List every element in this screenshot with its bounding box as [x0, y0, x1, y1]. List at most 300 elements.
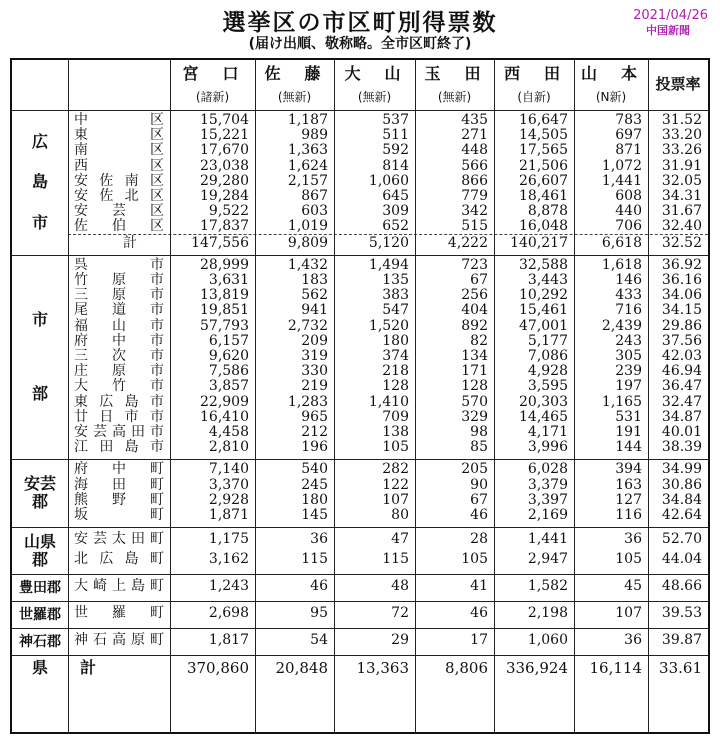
vote-count: 218 — [382, 363, 409, 380]
vote-count: 1,871 — [208, 507, 249, 523]
vote-count: 36 — [310, 531, 328, 548]
date-stamp: 2021/04/26 — [633, 8, 708, 23]
vote-count: 1,283 — [287, 393, 328, 410]
vote-count: 1,363 — [287, 142, 328, 159]
vote-count: 15,221 — [200, 127, 249, 144]
candidate-name: 宮 口 — [182, 64, 243, 83]
vote-count: 47,001 — [519, 317, 568, 334]
vote-count: 7,140 — [208, 461, 249, 478]
vote-count: 36.92 — [661, 256, 702, 273]
column-divider — [170, 60, 171, 732]
vote-count: 14,465 — [519, 408, 568, 425]
vote-count: 329 — [461, 408, 488, 425]
region-char: 島 — [31, 172, 48, 192]
vote-count: 440 — [615, 203, 642, 220]
vote-count: 82 — [470, 332, 488, 349]
vote-count: 54 — [310, 632, 328, 649]
municipality-name: 安佐北区 — [74, 188, 164, 204]
vote-count: 107 — [615, 605, 642, 622]
column-divider — [334, 60, 335, 732]
vote-count: 33.26 — [661, 142, 702, 159]
vote-count: 197 — [615, 378, 642, 395]
vote-count: 511 — [382, 127, 409, 144]
vote-count: 433 — [615, 287, 642, 304]
row-divider — [12, 655, 708, 656]
vote-count: 80 — [391, 507, 409, 523]
municipality-name: 世 羅 町 — [74, 605, 164, 622]
candidate-party: (N新) — [595, 90, 627, 104]
vote-count: 271 — [461, 127, 488, 144]
vote-count: 866 — [461, 172, 488, 189]
municipality-name: 大竹市 — [74, 378, 164, 395]
vote-count: 46 — [470, 605, 488, 622]
vote-count: 105 — [615, 551, 642, 568]
column-divider — [68, 60, 69, 732]
vote-count: 122 — [382, 476, 409, 493]
vote-count: 9,620 — [208, 348, 249, 364]
vote-count: 9,809 — [287, 234, 328, 251]
vote-count: 814 — [382, 157, 409, 174]
vote-count: 19,851 — [200, 302, 249, 319]
vote-count: 243 — [615, 332, 642, 349]
municipality-name: 計 — [123, 234, 137, 251]
vote-count: 138 — [382, 424, 409, 440]
vote-count: 540 — [301, 461, 328, 478]
region-char: 部 — [31, 384, 48, 404]
vote-count: 9,522 — [208, 203, 249, 220]
candidate-name: 玉 田 — [424, 64, 485, 83]
vote-count: 531 — [615, 408, 642, 425]
vote-count: 145 — [301, 507, 328, 523]
vote-count: 36.16 — [661, 272, 702, 288]
vote-count: 17,837 — [200, 218, 249, 235]
vote-count: 305 — [615, 348, 642, 364]
vote-count: 7,086 — [527, 348, 568, 364]
vote-count: 342 — [461, 203, 488, 220]
candidate-party: (無新) — [357, 90, 392, 104]
vote-count: 128 — [461, 378, 488, 395]
municipality-name: 竹原市 — [74, 272, 164, 288]
municipality-name: 府中市 — [74, 332, 164, 349]
vote-count: 28,999 — [200, 256, 249, 273]
vote-count: 3,162 — [208, 551, 249, 568]
vote-count: 48 — [391, 578, 409, 595]
vote-count: 29 — [391, 632, 409, 649]
vote-count: 3,857 — [208, 378, 249, 395]
vote-count: 34.87 — [661, 408, 702, 425]
municipality-name: 府中町 — [74, 461, 164, 478]
page-title: 選挙区の市区町別得票数 — [222, 10, 498, 36]
vote-count: 374 — [382, 348, 409, 364]
vote-count: 779 — [461, 188, 488, 204]
vote-count: 1,441 — [601, 172, 642, 189]
row-divider — [12, 110, 708, 111]
vote-count: 330 — [301, 363, 328, 380]
vote-count: 435 — [461, 112, 488, 128]
row-divider — [12, 601, 708, 602]
municipality-name: 江田島市 — [74, 439, 164, 456]
region-label: 豊田郡 — [19, 579, 61, 596]
municipality-name: 三次市 — [74, 348, 164, 364]
turnout-header: 投票率 — [655, 75, 701, 93]
vote-count: 6,157 — [208, 332, 249, 349]
vote-count: 706 — [615, 218, 642, 235]
vote-count: 33.20 — [661, 127, 702, 144]
row-divider — [12, 574, 708, 575]
column-divider — [494, 60, 495, 732]
vote-count: 28 — [470, 531, 488, 548]
vote-count: 42.64 — [661, 507, 702, 523]
vote-count: 3,595 — [527, 378, 568, 395]
vote-count: 2,698 — [208, 605, 249, 622]
vote-count: 52.70 — [661, 531, 702, 548]
vote-count: 383 — [382, 287, 409, 304]
vote-count: 32.52 — [661, 234, 702, 251]
vote-count: 547 — [382, 302, 409, 319]
vote-count: 13,819 — [200, 287, 249, 304]
vote-count: 180 — [382, 332, 409, 349]
candidate-name: 山 本 — [580, 64, 641, 83]
vote-count: 15,461 — [519, 302, 568, 319]
municipality-name: 中 区 — [74, 112, 164, 128]
vote-count: 15,704 — [200, 112, 249, 128]
row-divider — [12, 527, 708, 528]
vote-count: 8,878 — [527, 203, 568, 220]
municipality-name: 安佐南区 — [74, 172, 164, 189]
vote-count: 34.84 — [661, 491, 702, 508]
vote-count: 941 — [301, 302, 328, 319]
vote-count: 39.53 — [661, 605, 702, 622]
vote-count: 105 — [461, 551, 488, 568]
vote-count: 57,793 — [200, 317, 249, 334]
vote-count: 105 — [382, 439, 409, 456]
municipality-name: 大崎上島町 — [74, 578, 164, 595]
vote-count: 892 — [461, 317, 488, 334]
vote-count: 29,280 — [200, 172, 249, 189]
vote-count: 85 — [470, 439, 488, 456]
vote-count: 1,072 — [601, 157, 642, 174]
candidate-party: (無新) — [437, 90, 472, 104]
municipality-name: 北広島町 — [74, 551, 164, 568]
municipality-name: 海田町 — [74, 476, 164, 493]
vote-count: 17,670 — [200, 142, 249, 159]
municipality-name: 東広島市 — [74, 393, 164, 410]
column-divider — [574, 60, 575, 732]
candidate-party: (自新) — [517, 90, 551, 104]
vote-count: 39.87 — [661, 632, 702, 649]
vote-count: 1,060 — [527, 632, 568, 649]
vote-count: 723 — [461, 256, 488, 273]
candidate-party: (無新) — [277, 90, 312, 104]
vote-count: 31.91 — [661, 157, 702, 174]
region-label — [12, 110, 68, 255]
vote-count: 67 — [470, 491, 488, 508]
municipality-name: 佐伯区 — [74, 218, 164, 235]
vote-count: 36 — [624, 632, 642, 649]
municipality-name: 安芸高田市 — [74, 424, 164, 440]
vote-count: 566 — [461, 157, 488, 174]
vote-count: 16,647 — [519, 112, 568, 128]
region-label: 山県 郡 — [23, 531, 56, 569]
vote-count: 282 — [382, 461, 409, 478]
vote-count: 1,019 — [287, 218, 328, 235]
region-label: 神石郡 — [19, 633, 61, 650]
vote-count: 2,198 — [527, 605, 568, 622]
vote-count: 46 — [310, 578, 328, 595]
vote-count: 34.31 — [661, 188, 702, 204]
vote-count: 116 — [615, 507, 642, 523]
vote-count: 1,165 — [601, 393, 642, 410]
vote-count: 183 — [301, 272, 328, 288]
vote-count: 41 — [470, 578, 488, 595]
grand-total-value: 33.61 — [659, 659, 702, 678]
vote-count: 30.86 — [661, 476, 702, 493]
vote-count: 448 — [461, 142, 488, 159]
candidate-name: 大 山 — [344, 64, 405, 83]
vote-count: 17,565 — [519, 142, 568, 159]
vote-count: 3,443 — [527, 272, 568, 288]
vote-count: 3,996 — [527, 439, 568, 456]
vote-count: 191 — [615, 424, 642, 440]
vote-count: 592 — [382, 142, 409, 159]
vote-count: 1,624 — [287, 157, 328, 174]
vote-count: 256 — [461, 287, 488, 304]
vote-count: 1,187 — [287, 112, 328, 128]
municipality-name: 坂 町 — [74, 507, 164, 523]
region-char: 広 — [31, 131, 48, 151]
vote-count: 5,177 — [527, 332, 568, 349]
region-char: 市 — [31, 309, 48, 329]
vote-count: 163 — [615, 476, 642, 493]
vote-count: 3,397 — [527, 491, 568, 508]
vote-count: 22,909 — [200, 393, 249, 410]
vote-count: 2,810 — [208, 439, 249, 456]
vote-count: 26,607 — [519, 172, 568, 189]
municipality-name: 安芸区 — [74, 203, 164, 220]
vote-count: 1,060 — [368, 172, 409, 189]
vote-count: 21,506 — [519, 157, 568, 174]
vote-count: 645 — [382, 188, 409, 204]
vote-count: 570 — [461, 393, 488, 410]
vote-count: 36.47 — [661, 378, 702, 395]
vote-count: 239 — [615, 363, 642, 380]
vote-count: 212 — [301, 424, 328, 440]
vote-count: 107 — [382, 491, 409, 508]
vote-count: 48.66 — [661, 578, 702, 595]
vote-count: 29.86 — [661, 317, 702, 334]
vote-count: 7,586 — [208, 363, 249, 380]
vote-count: 32,588 — [519, 256, 568, 273]
grand-total-value: 13,363 — [356, 659, 409, 678]
municipality-name: 尾道市 — [74, 302, 164, 319]
results-table — [10, 58, 710, 734]
vote-count: 562 — [301, 287, 328, 304]
grand-total-value: 8,806 — [445, 659, 488, 678]
column-divider — [255, 60, 256, 732]
municipality-name: 安芸太田町 — [74, 531, 164, 548]
vote-count: 44.04 — [661, 551, 702, 568]
vote-count: 34.15 — [661, 302, 702, 319]
vote-count: 46 — [470, 507, 488, 523]
vote-count: 1,582 — [527, 578, 568, 595]
vote-count: 394 — [615, 461, 642, 478]
vote-count: 98 — [470, 424, 488, 440]
vote-count: 4,222 — [447, 234, 488, 251]
vote-count: 31.52 — [661, 112, 702, 128]
vote-count: 3,379 — [527, 476, 568, 493]
vote-count: 127 — [615, 491, 642, 508]
region-label: 安芸 郡 — [23, 474, 56, 512]
municipality-name: 東 区 — [74, 127, 164, 144]
vote-count: 19,284 — [200, 188, 249, 204]
region-label — [12, 255, 68, 460]
vote-count: 205 — [461, 461, 488, 478]
vote-count: 4,171 — [527, 424, 568, 440]
vote-count: 6,028 — [527, 461, 568, 478]
vote-count: 32.05 — [661, 172, 702, 189]
region-label: 世羅郡 — [19, 606, 61, 623]
vote-count: 40.01 — [661, 424, 702, 440]
vote-count: 1,175 — [208, 531, 249, 548]
vote-count: 319 — [301, 348, 328, 364]
vote-count: 90 — [470, 476, 488, 493]
grand-total-value: 20,848 — [275, 659, 328, 678]
vote-count: 16,048 — [519, 218, 568, 235]
vote-count: 1,618 — [601, 256, 642, 273]
vote-count: 209 — [301, 332, 328, 349]
municipality-name: 神石高原町 — [74, 632, 164, 649]
vote-count: 989 — [301, 127, 328, 144]
municipality-name: 福山市 — [74, 317, 164, 334]
vote-count: 2,947 — [527, 551, 568, 568]
vote-count: 134 — [461, 348, 488, 364]
vote-count: 515 — [461, 218, 488, 235]
vote-count: 652 — [382, 218, 409, 235]
vote-count: 4,458 — [208, 424, 249, 440]
vote-count: 95 — [310, 605, 328, 622]
vote-count: 38.39 — [661, 439, 702, 456]
vote-count: 608 — [615, 188, 642, 204]
vote-count: 37.56 — [661, 332, 702, 349]
vote-count: 965 — [301, 408, 328, 425]
candidate-name: 西 田 — [503, 64, 564, 83]
vote-count: 115 — [382, 551, 409, 568]
vote-count: 1,243 — [208, 578, 249, 595]
grand-total-value: 336,924 — [505, 659, 568, 678]
vote-count: 144 — [615, 439, 642, 456]
column-divider — [415, 60, 416, 732]
vote-count: 3,370 — [208, 476, 249, 493]
grand-total-label: 県 計 — [32, 658, 97, 678]
vote-count: 1,441 — [527, 531, 568, 548]
vote-count: 18,461 — [519, 188, 568, 204]
row-divider — [12, 255, 708, 256]
vote-count: 867 — [301, 188, 328, 204]
vote-count: 32.47 — [661, 393, 702, 410]
vote-count: 2,157 — [287, 172, 328, 189]
vote-count: 17 — [470, 632, 488, 649]
municipality-name: 廿日市市 — [74, 408, 164, 425]
vote-count: 31.67 — [661, 203, 702, 220]
vote-count: 1,520 — [368, 317, 409, 334]
vote-count: 171 — [461, 363, 488, 380]
vote-count: 783 — [615, 112, 642, 128]
vote-count: 1,494 — [368, 256, 409, 273]
vote-count: 716 — [615, 302, 642, 319]
candidate-name: 佐 藤 — [264, 64, 325, 83]
vote-count: 3,631 — [208, 272, 249, 288]
vote-count: 146 — [615, 272, 642, 288]
vote-count: 6,618 — [601, 234, 642, 251]
municipality-name: 三原市 — [74, 287, 164, 304]
vote-count: 5,120 — [368, 234, 409, 251]
vote-count: 245 — [301, 476, 328, 493]
vote-count: 147,556 — [191, 234, 249, 251]
vote-count: 4,928 — [527, 363, 568, 380]
vote-count: 115 — [301, 551, 328, 568]
region-char: 市 — [31, 213, 48, 233]
grand-total-value: 16,114 — [589, 659, 642, 678]
municipality-name: 庄原市 — [74, 363, 164, 380]
vote-count: 16,410 — [200, 408, 249, 425]
vote-count: 309 — [382, 203, 409, 220]
vote-count: 10,292 — [519, 287, 568, 304]
page-subtitle: (届け出順、敬称略。全市区町終了) — [248, 36, 472, 52]
column-divider — [648, 60, 649, 732]
vote-count: 697 — [615, 127, 642, 144]
vote-count: 1,410 — [368, 393, 409, 410]
vote-count: 603 — [301, 203, 328, 220]
vote-count: 34.06 — [661, 287, 702, 304]
row-divider — [12, 628, 708, 629]
vote-count: 128 — [382, 378, 409, 395]
vote-count: 537 — [382, 112, 409, 128]
vote-count: 46.94 — [661, 363, 702, 380]
vote-count: 67 — [470, 272, 488, 288]
vote-count: 36 — [624, 531, 642, 548]
vote-count: 219 — [301, 378, 328, 395]
vote-count: 72 — [391, 605, 409, 622]
vote-count: 14,505 — [519, 127, 568, 144]
vote-count: 709 — [382, 408, 409, 425]
vote-count: 47 — [391, 531, 409, 548]
vote-count: 23,038 — [200, 157, 249, 174]
vote-count: 2,439 — [601, 317, 642, 334]
vote-count: 34.99 — [661, 461, 702, 478]
vote-count: 2,169 — [527, 507, 568, 523]
municipality-name: 熊野町 — [74, 491, 164, 508]
municipality-name: 西 区 — [74, 157, 164, 174]
vote-count: 45 — [624, 578, 642, 595]
candidate-party: (諸新) — [195, 90, 230, 104]
source-label: 中国新聞 — [646, 24, 690, 37]
vote-count: 135 — [382, 272, 409, 288]
vote-count: 32.40 — [661, 218, 702, 235]
vote-count: 1,817 — [208, 632, 249, 649]
vote-count: 20,303 — [519, 393, 568, 410]
vote-count: 871 — [615, 142, 642, 159]
grand-total-value: 370,860 — [186, 659, 249, 678]
vote-count: 404 — [461, 302, 488, 319]
vote-count: 1,432 — [287, 256, 328, 273]
vote-count: 2,928 — [208, 491, 249, 508]
vote-count: 180 — [301, 491, 328, 508]
vote-count: 42.03 — [661, 348, 702, 364]
vote-count: 2,732 — [287, 317, 328, 334]
vote-count: 140,217 — [510, 234, 568, 251]
municipality-name: 呉 市 — [74, 256, 164, 273]
municipality-name: 南 区 — [74, 142, 164, 159]
